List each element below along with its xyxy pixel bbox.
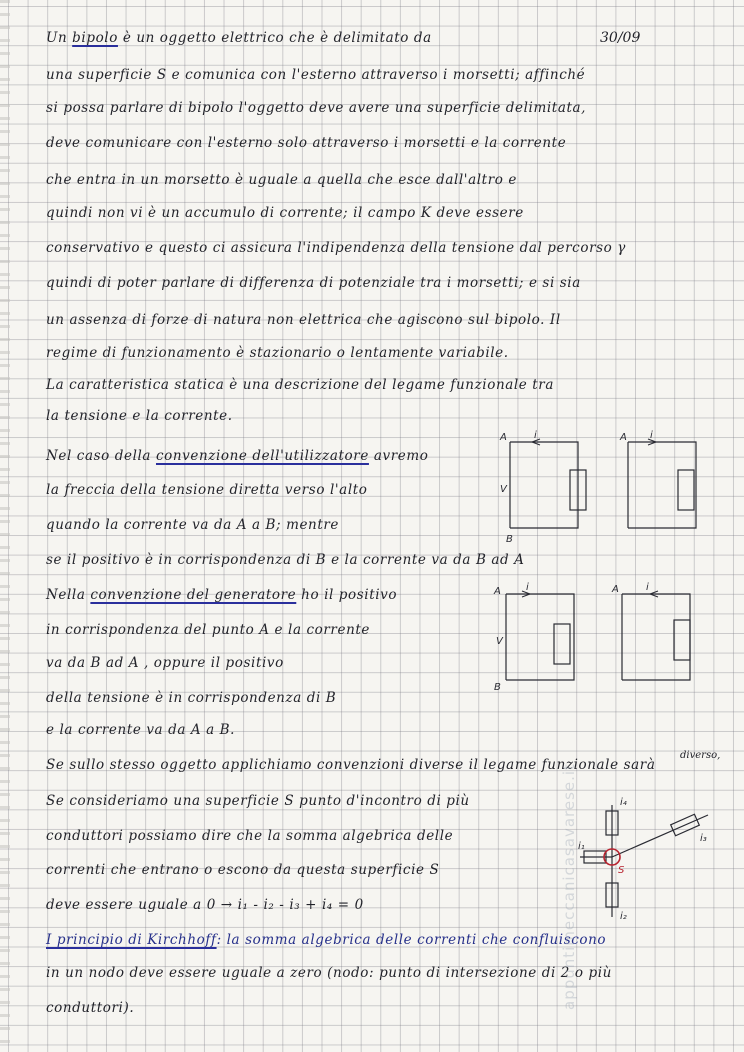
text-line: conduttori possiamo dire che la somma algebrica delle <box>46 828 454 844</box>
text-segment: Un <box>46 30 73 46</box>
text-line <box>46 448 428 464</box>
label-v: V <box>500 484 507 495</box>
watermark: appuntimeccanicasavarese.it <box>560 763 578 1010</box>
text-line: correnti che entrano o escono da questa superficie S <box>46 862 440 878</box>
text-line: la tensione e la corrente. <box>46 408 233 424</box>
label-a: A <box>500 432 507 443</box>
page-date: 30/09 <box>600 30 641 46</box>
circuit-utilizer-2 <box>616 428 726 546</box>
label-a: A <box>494 586 501 597</box>
text-line: un assenza di forze di natura non elettrica che agiscono sul bipolo. Il <box>46 312 561 328</box>
underlined-term: bipolo <box>72 30 118 46</box>
spiral-binding <box>0 0 10 1052</box>
text-line: se il positivo è in corrispondenza di B e la corrente va da B ad A <box>46 552 525 568</box>
label-b: B <box>494 682 501 693</box>
circuit-utilizer-1 <box>498 428 608 546</box>
text-segment: è un oggetto elettrico che è delimitato da <box>117 30 432 46</box>
text-line: e la corrente va da A a B. <box>46 722 236 738</box>
text-line: deve comunicare con l'esterno solo attraverso i morsetti e la corrente <box>46 135 567 151</box>
text-line: la freccia della tensione diretta verso l'alto <box>46 482 368 498</box>
text-segment: Nel caso della <box>46 448 156 464</box>
text-line: va da B ad A , oppure il positivo <box>46 655 284 671</box>
label-b: B <box>506 534 513 545</box>
label-i: i <box>646 582 649 593</box>
label-v: V <box>496 636 503 647</box>
text-line: in corrispondenza del punto A e la corrente <box>46 622 370 638</box>
text-line: Se sullo stesso oggetto applichiamo convenzioni diverse il legame funzionale sarà <box>46 757 656 773</box>
text-line: deve essere uguale a 0 → i₁ - i₂ - i₃ + i₄ = 0 <box>46 897 364 913</box>
underlined-term: convenzione del generatore <box>90 587 297 603</box>
label-i: i <box>526 582 529 593</box>
label-i: i <box>650 430 653 441</box>
label-a: A <box>612 584 619 595</box>
label-i1: i₁ <box>578 841 585 852</box>
text-line: della tensione è in corrispondenza di B <box>46 690 337 706</box>
text-line: conservativo e questo ci assicura l'indipendenza della tensione dal percorso γ <box>46 240 626 256</box>
text-line: La caratteristica statica è una descrizione del legame funzionale tra <box>46 377 555 393</box>
node-diagram <box>580 795 720 925</box>
text-line: Se consideriamo una superficie S punto d'incontro di più <box>46 793 470 809</box>
text-line: una superficie S e comunica con l'esterno attraverso i morsetti; affinché <box>46 67 586 83</box>
circuit-generator-1 <box>490 580 600 698</box>
margin-note: diverso, <box>680 750 721 761</box>
text-line <box>46 30 432 46</box>
text-segment: avremo <box>368 448 429 464</box>
underlined-term: convenzione dell'utilizzatore <box>155 448 369 464</box>
text-segment: ho il positivo <box>296 587 398 603</box>
text-line: quando la corrente va da A a B; mentre <box>46 517 340 533</box>
text-line: regime di funzionamento è stazionario o lentamente variabile. <box>46 345 509 361</box>
text-line: in un nodo deve essere uguale a zero (nodo: punto di intersezione di 2 o più <box>46 965 612 981</box>
text-line <box>46 932 606 948</box>
label-i: i <box>534 430 537 441</box>
text-segment: Nella <box>46 587 91 603</box>
text-line: conduttori). <box>46 1000 135 1016</box>
text-segment: : la somma algebrica delle correnti che confluiscono <box>216 932 607 948</box>
label-s: S <box>618 865 625 876</box>
text-line: quindi non vi è un accumulo di corrente; il campo K deve essere <box>46 205 524 221</box>
label-i2: i₂ <box>620 911 627 922</box>
underlined-term: I principio di Kirchhoff <box>46 932 217 948</box>
text-line <box>46 587 397 603</box>
text-line: si possa parlare di bipolo l'oggetto deve avere una superficie delimitata, <box>46 100 587 116</box>
circuit-generator-2 <box>610 580 720 698</box>
label-a: A <box>620 432 627 443</box>
label-i4: i₄ <box>620 797 627 808</box>
label-i3: i₃ <box>700 833 707 844</box>
text-line: quindi di poter parlare di differenza di potenziale tra i morsetti; e si sia <box>46 275 581 291</box>
text-line: che entra in un morsetto è uguale a quella che esce dall'altro e <box>46 172 517 188</box>
